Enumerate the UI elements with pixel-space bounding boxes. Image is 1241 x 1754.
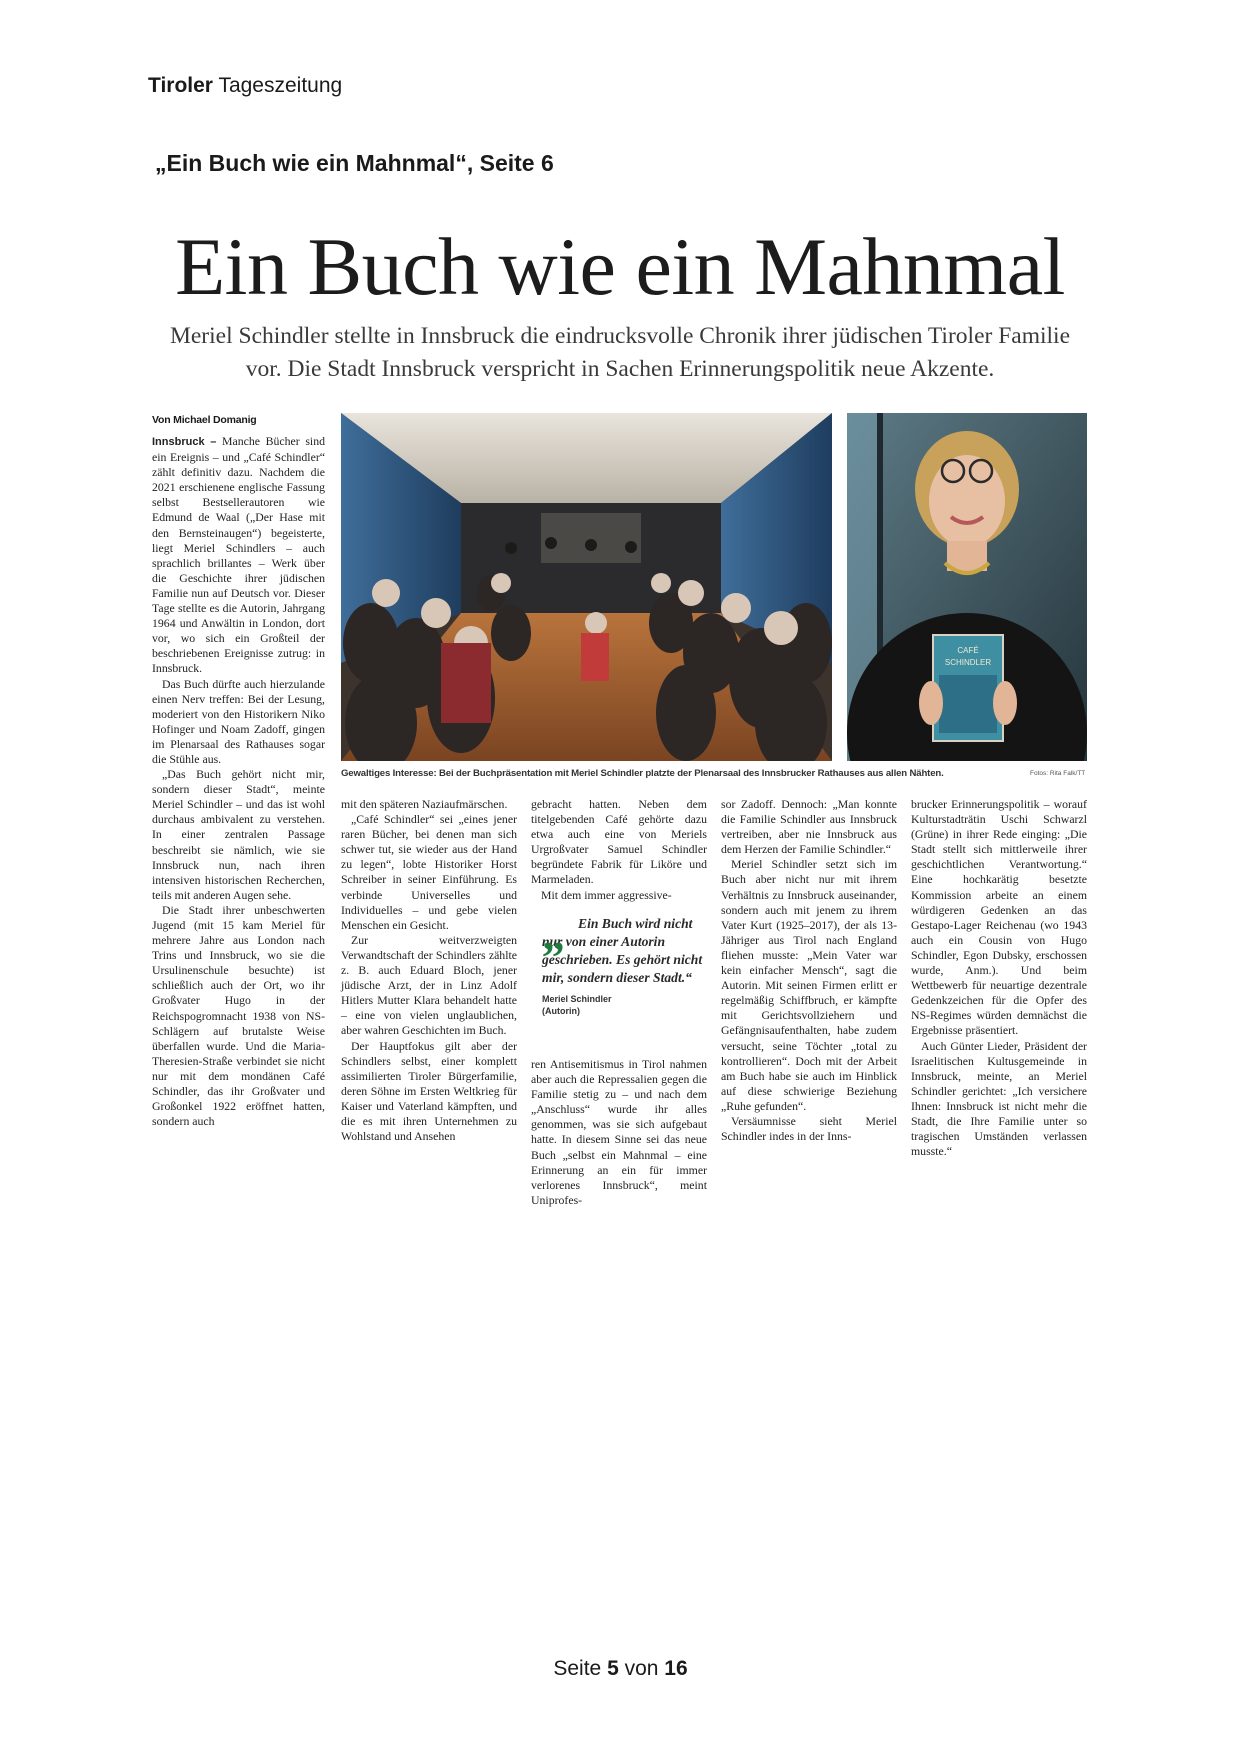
pull-quote-role: (Autorin) <box>542 1006 580 1016</box>
paragraph: „Das Buch gehört nicht mir, sondern dieser Stadt“, meinte Meriel Schindler – und das ist wohl durchaus ambivalent zu verstehen. In einer zentralen Passage beschreibt sie nämlich, wie sie Innsbruck nun, nach ihren intensiven historischen Recherchen, teils mit anderen Augen sehe. <box>152 767 325 902</box>
page-number-prefix: Seite <box>553 1657 602 1680</box>
quote-mark-icon: „ <box>542 908 565 959</box>
paragraph <box>152 434 325 677</box>
paragraph: Das Buch dürfte auch hierzulande einen Nerv treffen: Bei der Lesung, moderiert von den Historikern Niko Hofinger und Noam Zadoff, gingen im Plenarsaal des Rathauses sogar die Stühle aus. <box>152 676 325 766</box>
article-headline: Ein Buch wie ein Mahnmal <box>175 221 1065 312</box>
article-column-1 <box>152 434 325 1129</box>
paragraph: mit den späteren Naziaufmärschen. <box>341 797 508 811</box>
paragraph: gebracht hatten. Neben dem titelgebenden Café gehörte dazu etwa auch eine von Meriels Urgroßvater Samuel Schindler begründete Fabrik für Liköre und Marmeladen. <box>531 797 707 887</box>
paragraph: Meriel Schindler setzt sich im Buch aber nicht nur mit ihrem Verhältnis zu Innsbruck auseinander, sondern auch mit jenem zu ihrem Vater Kurt (1925–2017), der als 13-Jähriger aus Tirol nach England fliehen musste: „Mein Vater war kein einfacher Mensch“, sagt die Autorin. Mit seinen Firmen erlitt er regelmäßig Schiffbruch, er kämpfte mit Gerichtsvollziehern und Gefängnisaufenthalten, habe zudem versucht, seine Töchter „total zu kontrollieren“. Doch mit der Arbeit am Buch habe sie auch im Hinblick auf diese schwierige Beziehung „Ruhe gefunden“. <box>721 857 897 1113</box>
page-number-current: 5 <box>607 1657 619 1680</box>
event-hall-image <box>341 413 832 761</box>
book-cover-title-line-2: SCHINDLER <box>944 658 992 667</box>
paragraph: Der Hauptfokus gilt aber der Schindlers selbst, einer komplett assimilierten Tiroler Bürgerfamilie, deren Söhne im Ersten Weltkrieg für Kaiser und Vaterland kämpften, und die es mit ihren Unternehmen zu Wohlstand und Ansehen <box>341 1038 517 1144</box>
article-column-3-top <box>531 797 707 903</box>
page-number-middle: von <box>624 1657 659 1680</box>
paragraph: Mit dem immer aggressive- <box>541 887 672 902</box>
author-portrait-photo <box>847 413 1087 761</box>
pull-quote-text: Ein Buch wird nicht nur von einer Autorin geschrieben. Es gehört nicht mir, sondern dieser Stadt.“ <box>542 916 703 985</box>
dateline: Innsbruck – <box>152 436 217 448</box>
pull-quote-attribution <box>542 993 710 1017</box>
paragraph: ren Antisemitismus in Tirol nahmen aber auch die Repressalien gegen die Familie stetig zu – und nach dem „Anschluss“ wurde ihr alles genommen, was sie sich aufgebaut hatte. In diesem Sinne sei das neue Buch „selbst ein Mahnmal – eine Erinnerung an ein für immer verlorenes Innsbruck“, meint Uniprofes- <box>531 1057 707 1207</box>
article-column-2 <box>341 797 517 1144</box>
article-column-4 <box>721 797 897 1144</box>
paragraph-text: Manche Bücher sind ein Ereignis – und „Café Schindler“ zählt definitiv dazu. Nachdem die 2021 erschienene englische Fassung selbst Bestsellerautoren wie Edmund de Waal („Der Hase mit den Bernsteinaugen“) begeisterte, liegt Meriel Schindlers – auch sprachlich brillantes – Werk über die Geschichte ihrer jüdischen Familie nun auf Deutsch vor. Dieser Tage stellte es die Autorin, Jahrgang 1964 und Anwältin in London, dort vor, wo sich ein Großteil der beschriebenen Ereignisse zutrug: in Innsbruck. <box>152 434 326 676</box>
page-number <box>0 1657 1241 1681</box>
paragraph: Zur weitverzweigten Verwandtschaft der Schindlers zählte z. B. auch Eduard Bloch, jener jüdische Arzt, der in Linz Adolf Hitlers Mutter Klara behandelt hatte – eine von vielen unglaublichen, aber wahren Geschichten im Buch. <box>341 932 517 1038</box>
publication-name-bold: Tiroler <box>148 74 213 97</box>
photo-caption: Gewaltiges Interesse: Bei der Buchpräsentation mit Meriel Schindler platzte der Plenarsaal des Innsbrucker Rathauses aus allen Nähten. <box>341 768 944 779</box>
event-hall-photo <box>341 413 832 761</box>
paragraph: Auch Günter Lieder, Präsident der Israelitischen Kultusgemeinde in Innsbruck, meinte, an Meriel Schindler gerichtet: „Ich versichere Ihnen: Innsbruck ist nicht mehr die Stadt, die Ihre Familie unter so tragischen Umständen verlassen musste.“ <box>911 1038 1087 1159</box>
pull-quote-author: Meriel Schindler <box>542 994 612 1004</box>
paragraph: „Café Schindler“ sei „eines jener raren Bücher, bei denen man sich schwer tut, sie wieder aus der Hand zu legen“, lobte Historiker Horst Schreiber in seiner Einführung. Es verbinde Universelles und Individuelles – und gebe vielen Menschen ein Gesicht. <box>341 812 517 932</box>
page-number-total: 16 <box>664 1657 688 1680</box>
clip-title: „Ein Buch wie ein Mahnmal“, Seite 6 <box>155 150 554 176</box>
byline: Von Michael Domanig <box>152 414 257 426</box>
book-cover-title-line-1: CAFÉ <box>957 646 979 655</box>
article-deck: Meriel Schindler stellte in Innsbruck die eindrucksvolle Chronik ihrer jüdischen Tiroler Familie vor. Die Stadt Innsbruck verspricht in Sachen Erinnerungspolitik neue Akzente. <box>169 323 1070 382</box>
pull-quote <box>542 908 710 1017</box>
paragraph: Die Stadt ihrer unbeschwerten Jugend (mit 15 kam Meriel für mehrere Jahre aus London nach Trins und Innsbruck, wo sie die Ursulinenschule besuchte) ist schließlich auch der Ort, wo ihr Großvater Hugo in der Reichspogromnacht 1938 von NS-Schlägern auf brutalste Weise überfallen wurde. Und die Maria-Theresien-Straße verbindet sie nicht nur mit dem mondänen Café Schindler, das ihr Großvater und Großonkel 1922 eröffnet hatten, sondern auch <box>152 902 325 1129</box>
article-column-5 <box>911 797 1087 1159</box>
author-portrait-image <box>847 413 1087 761</box>
paragraph: sor Zadoff. Dennoch: „Man konnte die Familie Schindler aus Innsbruck vertreiben, aber nie Innsbruck aus dem Herzen der Familie Schindler.“ <box>721 797 897 857</box>
paragraph: Versäumnisse sieht Meriel Schindler indes in der Inns- <box>721 1113 897 1144</box>
publication-name <box>148 74 342 98</box>
article-column-3-bottom <box>531 1057 707 1208</box>
publication-name-regular: Tageszeitung <box>218 74 343 97</box>
paragraph: brucker Erinnerungspolitik – worauf Kulturstadträtin Uschi Schwarzl (Grüne) in ihrer Rede einging: „Die Stadt stellt sich mittlerweile ihrer geschichtlichen Verantwortung.“ Eine hochkarätig besetzte Kommission arbeite an einem würdigeren Gedenken an das Gestapo-Lager Reichenau (wo 1943 auch ein Cousin von Hugo Schindler, Egon Dubsky, erschossen wurde, Anm.). Und beim Wettbewerb für neuartige dezentrale Gedenkzeichen für die Opfer des NS-Regimes würden demnächst die Ergebnisse präsentiert. <box>911 797 1087 1038</box>
photo-credit: Fotos: Rita Falk/TT <box>1030 770 1086 777</box>
